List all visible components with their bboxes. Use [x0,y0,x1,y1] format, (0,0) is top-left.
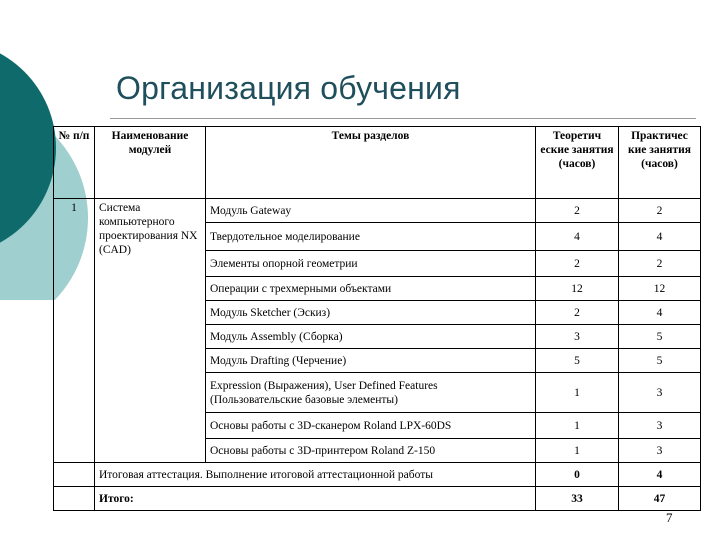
theory-hours: 4 [536,223,619,251]
total-label: Итого: [95,487,536,511]
header-num: № п/п [54,127,95,199]
practice-hours: 3 [619,413,701,439]
practice-hours: 2 [619,199,701,223]
practice-hours: 2 [619,251,701,277]
theory-hours: 3 [536,325,619,349]
final-theory-hours: 0 [536,463,619,487]
practice-hours: 4 [619,223,701,251]
theory-hours: 2 [536,301,619,325]
final-attestation-label: Итоговая аттестация. Выполнение итоговой аттестационной работы [95,463,536,487]
empty-cell [54,463,95,487]
header-theory: Теоретич еские занятия (часов) [536,127,619,199]
theory-hours: 2 [536,251,619,277]
topic-cell: Expression (Выражения), User Defined Features (Пользовательские базовые элементы) [206,373,536,413]
curriculum-table [53,126,701,511]
practice-hours: 12 [619,277,701,301]
header-practice: Практичес кие занятия (часов) [619,127,701,199]
total-theory-hours: 33 [536,487,619,511]
topic-cell: Операции с трехмерными объектами [206,277,536,301]
title-divider [110,118,696,119]
total-row [54,487,701,511]
practice-hours: 5 [619,349,701,373]
theory-hours: 5 [536,349,619,373]
theory-hours: 12 [536,277,619,301]
topic-cell: Основы работы с 3D-принтером Roland Z-150 [206,439,536,463]
practice-hours: 3 [619,439,701,463]
total-practice-hours: 47 [619,487,701,511]
practice-hours: 4 [619,301,701,325]
topic-cell: Твердотельное моделирование [206,223,536,251]
empty-cell [54,487,95,511]
practice-hours: 5 [619,325,701,349]
final-practice-hours: 4 [619,463,701,487]
theory-hours: 1 [536,439,619,463]
topic-cell: Модуль Assembly (Сборка) [206,325,536,349]
topic-cell: Основы работы с 3D-сканером Roland LPX-60DS [206,413,536,439]
practice-hours: 3 [619,373,701,413]
theory-hours: 2 [536,199,619,223]
module-name: Система компьютерного проектирования NX (CAD) [95,199,206,463]
final-attestation-row [54,463,701,487]
page-number: 7 [666,510,673,525]
topic-cell: Модуль Drafting (Черчение) [206,349,536,373]
header-module: Наименование модулей [95,127,206,199]
theory-hours: 1 [536,373,619,413]
theory-hours: 1 [536,413,619,439]
topic-cell: Модуль Gateway [206,199,536,223]
page-title: Организация обучения [116,70,461,106]
table-header-row [54,127,701,199]
module-number: 1 [54,199,95,463]
topic-cell: Модуль Sketcher (Эскиз) [206,301,536,325]
table-row [54,199,701,223]
header-topics: Темы разделов [206,127,536,199]
topic-cell: Элементы опорной геометрии [206,251,536,277]
